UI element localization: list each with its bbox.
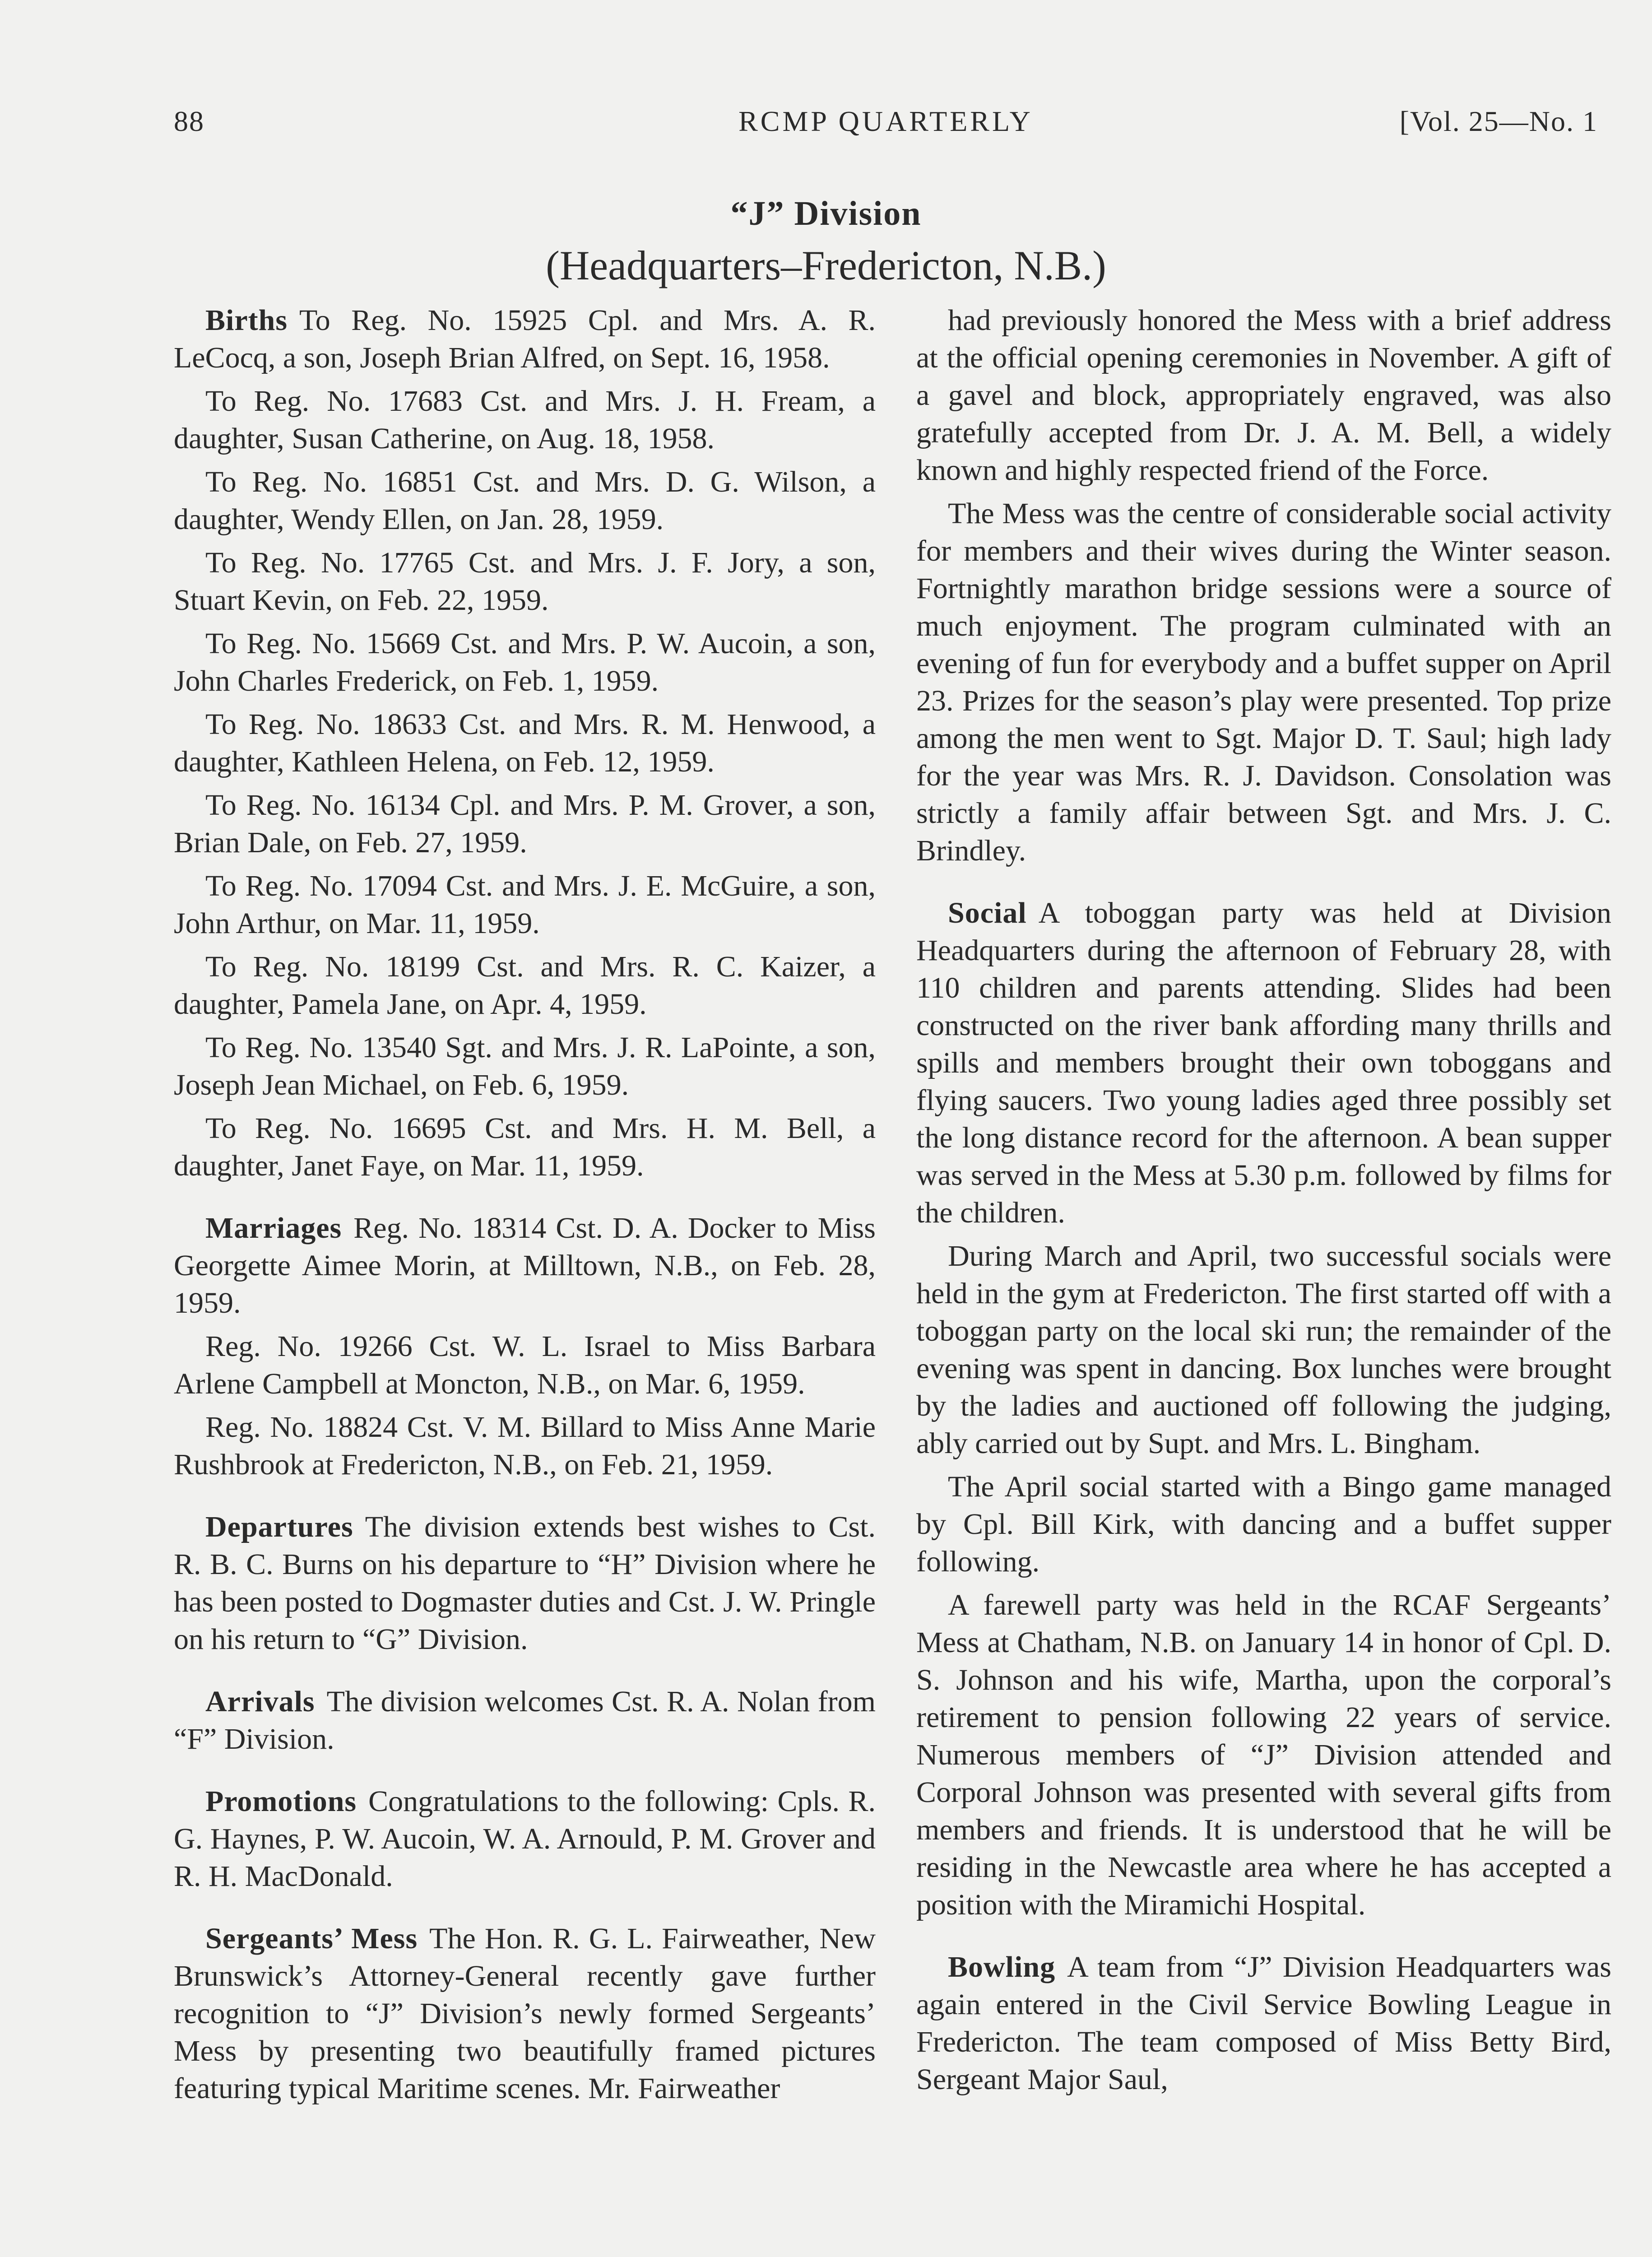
section-heading: Arrivals (205, 1685, 315, 1718)
article-paragraph (174, 1920, 876, 2107)
right-column (916, 302, 1611, 2104)
article-paragraph (174, 1328, 876, 1402)
paragraph-text: To Reg. No. 16695 Cst. and Mrs. H. M. Bell, a daughter, Janet Faye, on Mar. 11, 1959. (174, 1112, 876, 1182)
article-paragraph (916, 302, 1611, 489)
paragraph-text: Reg. No. 19266 Cst. W. L. Israel to Miss Barbara Arlene Campbell at Moncton, N.B., on Mar. 6, 1959. (174, 1330, 876, 1400)
section-heading: Bowling (948, 1950, 1056, 1983)
paragraph-text: During March and April, two successful socials were held in the gym at Fredericton. The first started off with a toboggan party on the local ski run; the remainder of the evening was spent in dancing. Box lunches were brought by the ladies and auctioned off following the judging, ably carried out by Supt. and Mrs. L. Bingham. (916, 1240, 1611, 1460)
paragraph-text: Reg. No. 18314 Cst. D. A. Docker to Miss Georgette Aimee Morin, at Milltown, N.B., on Feb. 28, 1959. (174, 1212, 876, 1319)
article-paragraph (174, 786, 876, 861)
article-paragraph (174, 1508, 876, 1658)
article-paragraph (174, 867, 876, 942)
article-paragraph (916, 894, 1611, 1231)
page-number: 88 (174, 105, 204, 137)
article-paragraph (174, 1408, 876, 1483)
section-subtitle: (Headquarters–Fredericton, N.B.) (546, 242, 1106, 288)
paragraph-text: To Reg. No. 15669 Cst. and Mrs. P. W. Aucoin, a son, John Charles Frederick, on Feb. 1, 1959. (174, 627, 876, 697)
article-paragraph (174, 1683, 876, 1758)
section-heading: Social (948, 896, 1027, 929)
article-paragraph (174, 706, 876, 780)
section-heading: Marriages (205, 1212, 342, 1245)
article-paragraph (174, 625, 876, 700)
paragraph-text: had previously honored the Mess with a brief address at the official opening ceremonies in November. A gift of a gavel and block, appropriately engraved, was also gratefully accepted from Dr. J. A. M. Bell, a widely known and highly respected friend of the Force. (916, 304, 1611, 487)
article-paragraph (916, 1586, 1611, 1923)
article-paragraph (174, 1029, 876, 1104)
article-paragraph (916, 1948, 1611, 2098)
article-paragraph (174, 1110, 876, 1184)
section-heading: Sergeants’ Mess (205, 1922, 418, 1955)
article-paragraph (174, 544, 876, 619)
article-paragraph (916, 495, 1611, 869)
paragraph-text: The Hon. R. G. L. Fairweather, New Brunswick’s Attorney-General recently gave further recognition to “J” Division’s newly formed Sergeants’ Mess by presenting two beautifully framed pictures featuring typical Maritime scenes. Mr. Fairweather (174, 1922, 876, 2105)
paragraph-text: To Reg. No. 17765 Cst. and Mrs. J. F. Jory, a son, Stuart Kevin, on Feb. 22, 1959. (174, 546, 876, 617)
paragraph-text: To Reg. No. 17094 Cst. and Mrs. J. E. McGuire, a son, John Arthur, on Mar. 11, 1959. (174, 869, 876, 940)
paragraph-text: To Reg. No. 18199 Cst. and Mrs. R. C. Kaizer, a daughter, Pamela Jane, on Apr. 4, 1959. (174, 950, 876, 1021)
running-header (174, 105, 1598, 150)
section-heading: Births (205, 304, 288, 337)
article-paragraph (174, 463, 876, 538)
paragraph-text: To Reg. No. 15925 Cpl. and Mrs. A. R. LeCocq, a son, Joseph Brian Alfred, on Sept. 16, 1958. (174, 304, 876, 374)
article-paragraph (174, 948, 876, 1023)
article-paragraph (174, 302, 876, 376)
paragraph-text: The April social started with a Bingo game managed by Cpl. Bill Kirk, with dancing and a buffet supper following. (916, 1470, 1611, 1578)
section-heading: Departures (205, 1510, 353, 1543)
volume-issue: [Vol. 25—No. 1 (1399, 105, 1598, 137)
left-column (174, 302, 876, 2113)
article-paragraph (916, 1468, 1611, 1580)
section-heading: Promotions (205, 1785, 357, 1818)
article-paragraph (916, 1237, 1611, 1462)
article-paragraph (174, 382, 876, 457)
paragraph-text: The division extends best wishes to Cst. R. B. C. Burns on his departure to “H” Division where he has been posted to Dogmaster duties and Cst. J. W. Pringle on his return to “G” Division. (174, 1510, 876, 1656)
journal-title: RCMP QUARTERLY (738, 105, 1033, 137)
section-title: “J” Division (730, 195, 922, 232)
paragraph-text: Congratulations to the following: Cpls. R. G. Haynes, P. W. Aucoin, W. A. Arnould, P. M. Grover and R. H. MacDonald. (174, 1785, 876, 1893)
paragraph-text: To Reg. No. 17683 Cst. and Mrs. J. H. Fream, a daughter, Susan Catherine, on Aug. 18, 1958. (174, 385, 876, 455)
paragraph-text: To Reg. No. 13540 Sgt. and Mrs. J. R. LaPointe, a son, Joseph Jean Michael, on Feb. 6, 1959. (174, 1031, 876, 1101)
paragraph-text: To Reg. No. 16851 Cst. and Mrs. D. G. Wilson, a daughter, Wendy Ellen, on Jan. 28, 1959. (174, 465, 876, 536)
paragraph-text: Reg. No. 18824 Cst. V. M. Billard to Miss Anne Marie Rushbrook at Fredericton, N.B., on Feb. 21, 1959. (174, 1411, 876, 1481)
paragraph-text: To Reg. No. 18633 Cst. and Mrs. R. M. Henwood, a daughter, Kathleen Helena, on Feb. 12, 1959. (174, 708, 876, 778)
paragraph-text: To Reg. No. 16134 Cpl. and Mrs. P. M. Grover, a son, Brian Dale, on Feb. 27, 1959. (174, 789, 876, 859)
paragraph-text: A toboggan party was held at Division Headquarters during the afternoon of February 28, with 110 children and parents attending. Slides had been constructed on the river bank affording many thrills and spills and members brought their own toboggans and flying saucers. Two young ladies aged three possibly set the long distance record for the afternoon. A bean supper was served in the Mess at 5.30 p.m. followed by films for the children. (916, 896, 1611, 1229)
paragraph-text: The Mess was the centre of considerable social activity for members and their wives during the Winter season. Fortnightly marathon bridge sessions were a source of much enjoyment. The program culminated with an evening of fun for everybody and a buffet supper on April 23. Prizes for the season’s play were presented. Top prize among the men went to Sgt. Major D. T. Saul; high lady for the year was Mrs. R. J. Davidson. Consolation was strictly a family affair between Sgt. and Mrs. J. C. Brindley. (916, 497, 1611, 867)
paragraph-text: A team from “J” Division Headquarters was again entered in the Civil Service Bowling League in Fredericton. The team composed of Miss Betty Bird, Sergeant Major Saul, (916, 1950, 1611, 2096)
article-paragraph (174, 1209, 876, 1322)
paragraph-text: A farewell party was held in the RCAF Sergeants’ Mess at Chatham, N.B. on January 14 in honor of Cpl. D. S. Johnson and his wife, Martha, upon the corporal’s retirement to pension following 22 years of service. Numerous members of “J” Division attended and Corporal Johnson was presented with several gifts from members and friends. It is understood that he will be residing in the Newcastle area where he has accepted a position with the Miramichi Hospital. (916, 1588, 1611, 1921)
article-paragraph (174, 1783, 876, 1895)
paragraph-text: The division welcomes Cst. R. A. Nolan from “F” Division. (174, 1685, 876, 1755)
